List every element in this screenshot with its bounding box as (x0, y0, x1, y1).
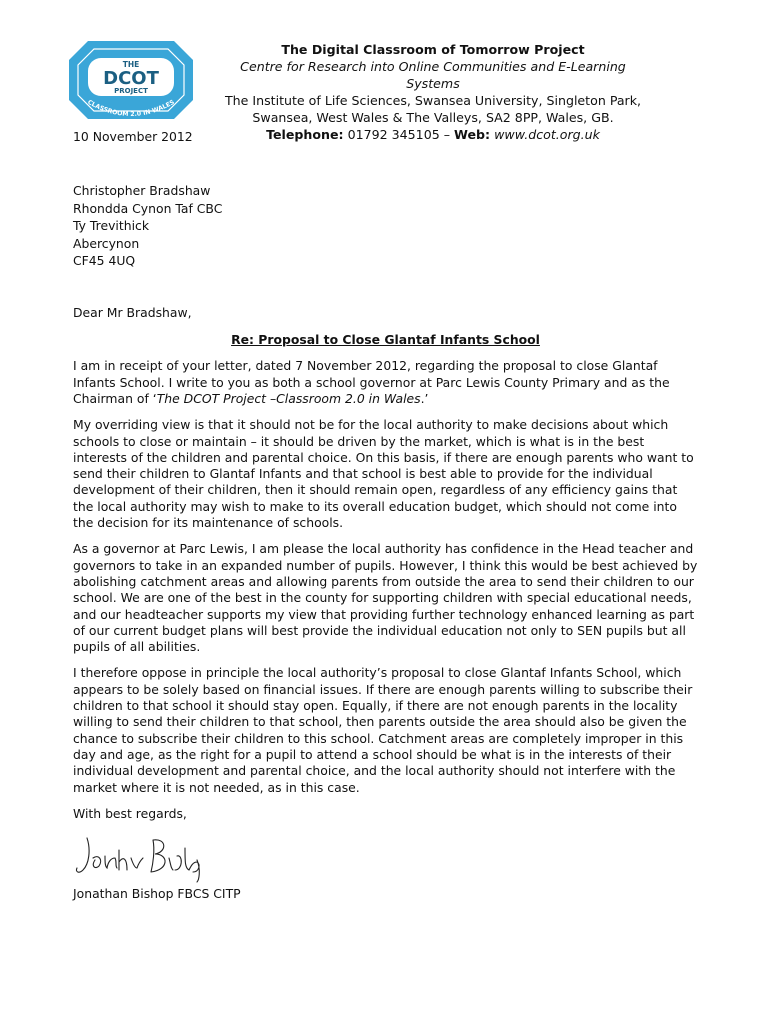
recipient-line: Christopher Bradshaw (73, 183, 211, 199)
letterhead (218, 41, 648, 143)
paragraph-3: As a governor at Parc Lewis, I am please the local authority has confidence in the Head teacher and governors to take in an expanded number of pupils. However, I think this would be best achieved by abolishing catchment areas and allowing parents from outside the area to send their children to our school. We are one of the best in the county for supporting children with special educational needs, and our headteacher supports my view that providing further technology enhanced learning as part of our current budget plans will best provide the individual education not only to SEN pupils but all pupils of all abilities. (73, 541, 698, 655)
letter-body (73, 129, 698, 902)
salutation: Dear Mr Bradshaw, (73, 304, 192, 320)
logo-top-text: THE (122, 60, 140, 69)
paragraph-2: My overriding view is that it should not be for the local authority to make decisions about which schools to close or maintain – it should be driven by the market, which is what is in the best interests of the children and parental choice. On this basis, if there are enough parents who want to send their children to Glantaf Infants and that school is best able to provide for the individual development of their children, then it should remain open, regardless of any efficiency gains that the local authority may wish to make to its overall education budget, which should not come into the decision for its maintenance of schools. (73, 417, 694, 531)
recipient-line: Rhondda Cynon Taf CBC (73, 200, 223, 216)
org-name: The Digital Classroom of Tomorrow Project (281, 42, 585, 57)
web-label: Web: (454, 127, 491, 142)
contact-separator: – (439, 127, 455, 142)
dcot-logo (68, 40, 194, 120)
address-line-1: The Institute of Life Sciences, Swansea University, Singleton Park, (224, 93, 642, 108)
paragraph-4: I therefore oppose in principle the local authority’s proposal to close Glantaf Infants School, which appears to be solely based on financial issues. If there are enough parents willing to subscribe their children to that school it should stay open. Equally, if there are not enough parents in the locality willing to send their children to that school, then parents outside the area should also be given the chance to subscribe their children to this school. Catchment areas are completely improper in this day and age, as the right for a pupil to attend a school should be what is in the interests of their individual development and parental choice, and the local authority should not interfere with the market where it is not needed, as in this case. (73, 665, 693, 795)
org-tagline: Centre for Research into Online Communities and E-Learning Systems (240, 59, 626, 91)
paragraph-1: I am in receipt of your letter, dated 7 November 2012, regarding the proposal to close Glantaf Infants School. I write to you as both a school governor at Parc Lewis County Primary and as the Chairman of ‘The DCOT Project –Classroom 2.0 in Wales.’ (73, 358, 670, 406)
recipient-line: Ty Trevithick (73, 218, 150, 234)
subject-line: Re: Proposal to Close Glantaf Infants School (231, 332, 540, 348)
closing: With best regards, (73, 805, 187, 821)
telephone-link[interactable]: 01792 345105 (347, 127, 440, 142)
recipient-address (73, 182, 698, 270)
logo-main-text: DCOT (103, 68, 159, 89)
address-line-2: Swansea, West Wales & The Valleys, SA2 8PP, Wales, GB. (252, 110, 614, 125)
letter-date: 10 November 2012 (73, 129, 193, 144)
web-link[interactable]: www.dcot.org.uk (494, 127, 600, 142)
logo-ring-text: CLASSROOM 2.0 IN WALES (86, 98, 176, 119)
project-name: The DCOT Project –Classroom 2.0 in Wales (156, 390, 421, 406)
signatory-name: Jonathan Bishop FBCS CITP (73, 886, 241, 902)
recipient-line: Abercynon (73, 235, 140, 251)
signature (73, 828, 233, 884)
telephone-label: Telephone: (266, 127, 344, 142)
recipient-line: CF45 4UQ (73, 253, 136, 269)
logo-sub-text: PROJECT (114, 87, 148, 95)
